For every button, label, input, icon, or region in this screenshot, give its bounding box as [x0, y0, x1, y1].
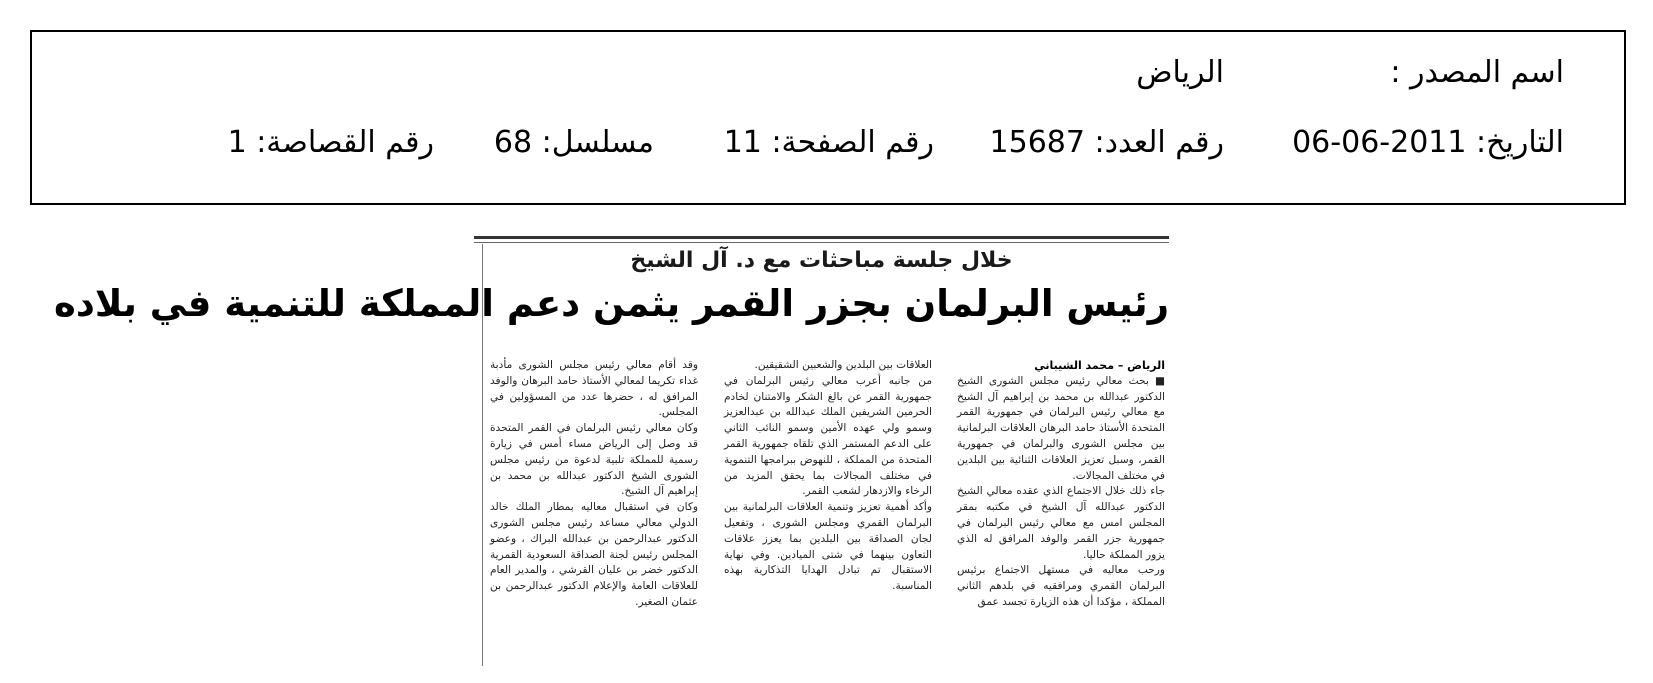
paragraph: وكان معالي رئيس البرلمان في القمر المتحدة قد وصل إلى الرياض مساء أمس في زيارة رسمية للمملكة تلبية لدعوة من رئيس مجلس الشورى الشيخ الدكتور عبدالله بن محمد بن إبراهيم آل الشيخ. [490, 422, 698, 498]
paragraph: العلاقات بين البلدين والشعبين الشقيقين. [754, 359, 932, 371]
paragraph: من جانبه أعرب معالي رئيس البرلمان في جمهورية القمر عن بالغ الشكر والامتنان لخادم الحرمين الشريفين الملك عبدالله بن عبدالعزيز وسمو ولي عهده الأمين وسمو النائب الثاني على الدعم المستمر الذي تلقاه جمهورية القمر المتحدة من المملكة ، للنهوض ببرامجها التنموية في مختلف المجالات بما يحقق المزيد من الرخاء والازدهار لشعب القمر. [724, 374, 932, 498]
paragraph: جاء ذلك خلال الاجتماع الذي عقده معالي الشيخ الدكتور عبدالله آل الشيخ في مكتبه بمقر المجلس امس مع معالي رئيس البرلمان في جمهورية جزر القمر والوفد المرافق له الذي يزور المملكة حاليا. [957, 485, 1165, 561]
article-column-2 [724, 358, 932, 663]
paragraph: وقد أقام معالي رئيس مجلس الشورى مأدبة غداء تكريما لمعالي الأستاذ حامد البرهان والوفد المرافق له ، حضرها عدد من المسؤولين في المجلس. [490, 359, 698, 419]
source-info-box [30, 30, 1626, 205]
article-column-3 [490, 358, 698, 663]
date-field: التاريخ: 2011-06-06 [1292, 125, 1564, 160]
source-label: اسم المصدر : [1390, 55, 1564, 90]
top-rule [474, 236, 1169, 239]
article-kicker: خلال جلسة مباحثات مع د. آل الشيخ [630, 248, 1013, 273]
article-column-1 [957, 358, 1165, 663]
article-byline: الرياض – محمد الشيباني [1034, 359, 1165, 372]
serial-field: مسلسل: 68 [493, 125, 654, 160]
paragraph: وأكد أهمية تعزيز وتنمية العلاقات البرلمانية بين البرلمان القمري ومجلس الشورى ، وتفعيل لجان الصداقة بين البلدين بما يعزز علاقات التعاون بينهما في شتى الميادين. وفي نهاية الاستقبال تم تبادل الهدايا التذكارية بهذه المناسبة. [724, 501, 932, 593]
page-number-field: رقم الصفحة: 11 [723, 125, 934, 160]
paragraph: ورحب معاليه في مستهل الاجتماع برئيس البرلمان القمري ومرافقيه في بلدهم الثاني المملكة ، مؤكدا أن هذه الزيارة تجسد عمق [957, 564, 1165, 608]
paragraph: وكان في استقبال معاليه بمطار الملك خالد الدولي معالي مساعد رئيس مجلس الشورى الدكتور عبدالرحمن بن عبدالله البراك ، وعضو المجلس رئيس لجنة الصداقة السعودية القمرية الدكتور خضر بن عليان القرشي ، والمدير العام للعلاقات العامة والإعلام الدكتور عبدالرحمن بن عثمان الصغير. [490, 501, 698, 608]
article-headline: رئيس البرلمان بجزر القمر يثمن دعم المملكة للتنمية في بلاده [54, 282, 1169, 325]
top-rule-thin [474, 242, 1169, 243]
issue-number-field: رقم العدد: 15687 [989, 125, 1224, 160]
source-value: الرياض [1136, 55, 1224, 90]
clip-number-field: رقم القصاصة: 1 [227, 125, 434, 160]
paragraph: ■ بحث معالي رئيس مجلس الشورى الشيخ الدكتور عبدالله بن محمد بن إبراهيم آل الشيخ مع معالي رئيس البرلمان في جمهورية القمر المتحدة الأستاذ حامد البرهان العلاقات البرلمانية بين مجلس الشورى والبرلمان في جمهورية القمر، وسبل تعزيز العلاقات الثنائية بين البلدين في مختلف المجالات. [957, 374, 1165, 482]
newspaper-clipping [54, 236, 1169, 666]
